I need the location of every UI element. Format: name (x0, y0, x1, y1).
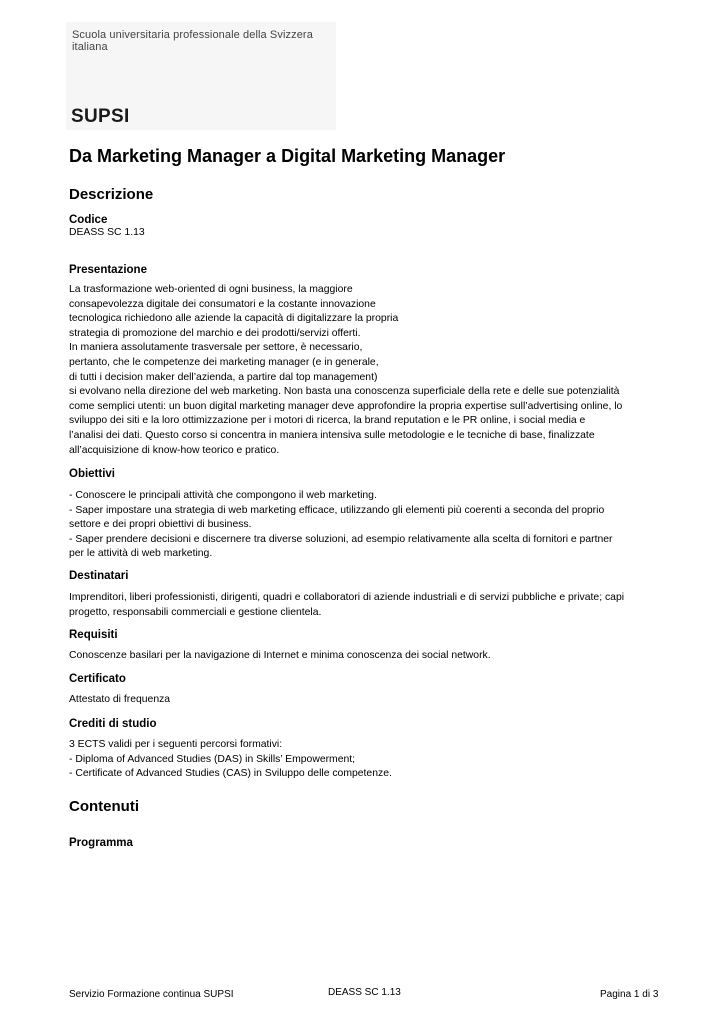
destinatari-text (69, 591, 669, 620)
presentazione-text (69, 283, 669, 458)
text-line: La trasformazione web-oriented di ogni business, la maggiore (69, 284, 353, 295)
text-line: 3 ECTS validi per i seguenti percorsi formativi: (69, 739, 283, 750)
obiettivi-label: Obiettivi (69, 468, 116, 480)
text-line: strategia di promozione del marchio e dei prodotti/servizi offerti. (69, 327, 361, 339)
obiettivi-text (69, 489, 669, 562)
crediti-text (69, 738, 669, 782)
programma-label: Programma (69, 837, 133, 849)
text-line: consapevolezza digitale dei consumatori e la costante innovazione (69, 298, 376, 310)
text-line: sviluppo dei siti e la loro ottimizzazione per i motori di ricerca, la brand reputation e le PR online, i social media e (69, 415, 586, 427)
text-line: settore e dei propri obiettivi di business. (69, 519, 252, 531)
destinatari-label: Destinatari (69, 570, 129, 582)
text-line: all’acquisizione di know-how teorico e pratico. (69, 444, 280, 456)
course-title: Da Marketing Manager a Digital Marketing Manager (69, 146, 506, 166)
text-line: Imprenditori, liberi professionisti, dirigenti, quadri e collaboratori di aziende industriali e di servizi pubbliche e private; capi (69, 592, 625, 603)
text-line: - Diploma of Advanced Studies (DAS) in Skills’ Empowerment; (69, 753, 356, 765)
text-line: - Saper prendere decisioni e discernere tra diverse soluzioni, ad esempio relativamente alla scelta di fornitori e partner (69, 533, 613, 545)
text-line: di tutti i decision maker dell’azienda, a partire dal top management) (69, 371, 378, 383)
text-line: come semplici utenti: un buon digital marketing manager deve approfondire la propria expertise sull’advertising online, lo (69, 400, 623, 412)
institution-name: Scuola universitaria professionale della Svizzera italiana (72, 29, 313, 53)
section-heading-contenuti: Contenuti (69, 798, 139, 815)
requisiti-text: Conoscenze basilari per la navigazione di Internet e minima conoscenza dei social network. (69, 650, 491, 661)
footer-page-number: Pagina 1 di 3 (600, 989, 659, 1000)
header-block (66, 22, 336, 130)
requisiti-label: Requisiti (69, 629, 118, 641)
text-line: - Certificate of Advanced Studies (CAS) in Sviluppo delle competenze. (69, 768, 392, 780)
footer-center: DEASS SC 1.13 (328, 987, 401, 998)
text-line: - Conoscere le principali attività che compongono il web marketing. (69, 490, 377, 501)
text-line: pertanto, che le competenze dei marketing manager (e in generale, (69, 356, 379, 368)
text-line: l’analisi dei dati. Questo corso si concentra in maniera intensiva sulle metodologie e le tecniche di base, finalizzate (69, 429, 595, 441)
text-line: - Saper impostare una strategia di web marketing efficace, utilizzando gli elementi più coerenti a seconda del proprio (69, 504, 605, 516)
text-line: per le attività di web marketing. (69, 548, 213, 560)
text-line: In maniera assolutamente trasversale per settore, è necessario, (69, 342, 363, 354)
text-line: si evolvano nella direzione del web marketing. Non basta una conoscenza superficiale della rete e delle sue potenzialità (69, 386, 620, 398)
presentazione-label: Presentazione (69, 264, 147, 276)
crediti-label: Crediti di studio (69, 718, 157, 730)
supsi-logo: SUPSI (71, 106, 130, 127)
footer-left: Servizio Formazione continua SUPSI (69, 989, 234, 1000)
text-line: progetto, responsabili commerciali e gestione clientela. (69, 606, 322, 618)
codice-value: DEASS SC 1.13 (69, 227, 145, 238)
text-line: tecnologica richiedono alle aziende la capacità di digitalizzare la propria (69, 313, 399, 325)
section-heading-descrizione: Descrizione (69, 186, 154, 203)
codice-label: Codice (69, 214, 108, 226)
certificato-text: Attestato di frequenza (69, 694, 171, 705)
certificato-label: Certificato (69, 673, 126, 685)
